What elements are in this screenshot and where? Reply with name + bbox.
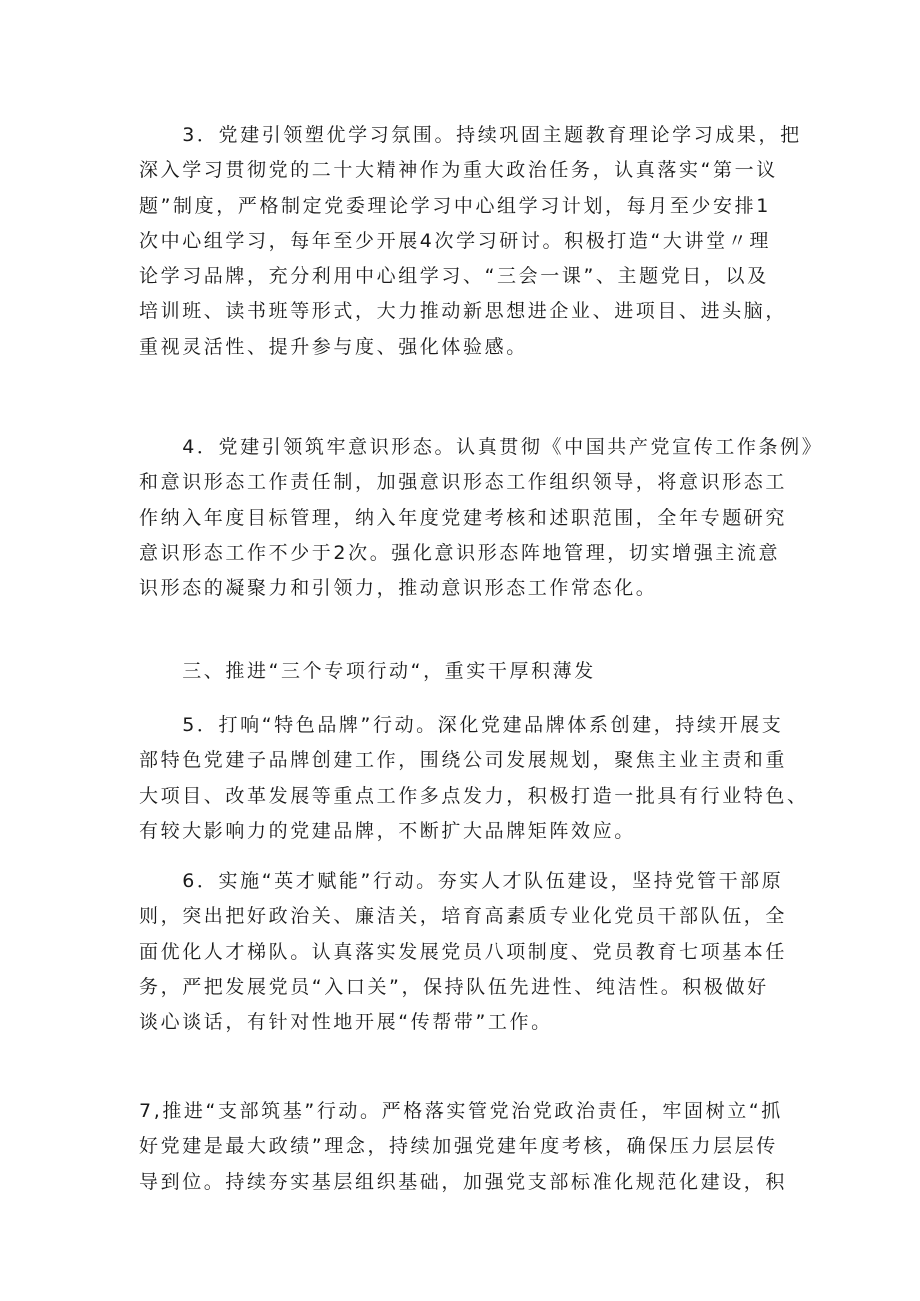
text-line: 好党建是最大政绩”理念，持续加强党建年度考核，确保压力层层传: [139, 1135, 778, 1158]
text-line: 5．打响“特色品牌”行动。深化党建品牌体系创建，持续开展支: [139, 714, 784, 736]
text-line: 题”制度，严格制定党委理论学习中心组学习计划，每月至少安排1: [139, 194, 771, 217]
text-line: 深入学习贯彻党的二十大精神作为重大政治任务，认真落实“第一议: [139, 159, 778, 182]
text-line: 3．党建引领塑优学习氛围。持续巩固主题教育理论学习成果，把: [139, 124, 802, 146]
text-line: 导到位。持续夯实基层组织基础，加强党支部标准化规范化建设，积: [139, 1170, 788, 1193]
paragraph-4-ideology: [139, 430, 823, 606]
text-line: 次中心组学习，每年至少开展4次学习研讨。积极打造“大讲堂〃理: [139, 229, 771, 252]
text-line: 6．实施“英才赋能”行动。夯实人才队伍建设，坚持党管干部原: [139, 870, 784, 892]
text-line: 4．党建引领筑牢意识形态。认真贯彻《中国共产党宣传工作条例》: [139, 436, 824, 458]
text-line: 识形态的凝聚力和引领力，推动意识形态工作常态化。: [139, 577, 658, 600]
text-line: 面优化人才梯队。认真落实发展党员八项制度、党员教育七项基本任: [139, 940, 788, 963]
paragraph-5-brand-action: [139, 708, 809, 849]
text-line: 7,推进“支部筑基”行动。严格落实管党治党政治责任，牢固树立“抓: [139, 1100, 783, 1122]
text-line: 则，突出把好政治关、廉洁关，培育高素质专业化党员干部队伍，全: [139, 905, 788, 928]
text-line: 论学习品牌，充分利用中心组学习、“三会一课”、主题党日，以及: [139, 265, 769, 288]
text-line: 培训班、读书班等形式，大力推动新思想进企业、进项目、进头脑，: [139, 300, 788, 323]
text-line: 作纳入年度目标管理，纳入年度党建考核和述职范围，全年专题研究: [139, 506, 788, 529]
text-line: 大项目、改革发展等重点工作多点发力，积极打造一批具有行业特色、: [139, 784, 809, 807]
paragraph-6-talent-action: [139, 864, 787, 1040]
heading-line: 三、推进“三个专项行动“，重实干厚积薄发: [139, 660, 596, 682]
text-line: 部特色党建子品牌创建工作，围绕公司发展规划，聚焦主业主责和重: [139, 749, 788, 772]
paragraph-7-branch-action: [139, 1094, 787, 1200]
text-line: 有较大影响力的党建品牌，不断扩大品牌矩阵效应。: [139, 819, 636, 842]
text-line: 重视灵活性、提升参与度、强化体验感。: [139, 335, 528, 358]
text-line: 务，严把发展党员“入口关”，保持队伍先进性、纯洁性。积极做好: [139, 975, 769, 998]
text-line: 谈心谈话，有针对性地开展“传帮带”工作。: [139, 1011, 553, 1034]
text-line: 意识形态工作不少于2次。强化意识形态阵地管理，切实增强主流意: [139, 541, 781, 564]
text-line: 和意识形态工作责任制，加强意识形态工作组织领导，将意识形态工: [139, 471, 788, 494]
section-heading-three: [139, 654, 596, 689]
paragraph-3-study-atmosphere: [139, 118, 802, 365]
